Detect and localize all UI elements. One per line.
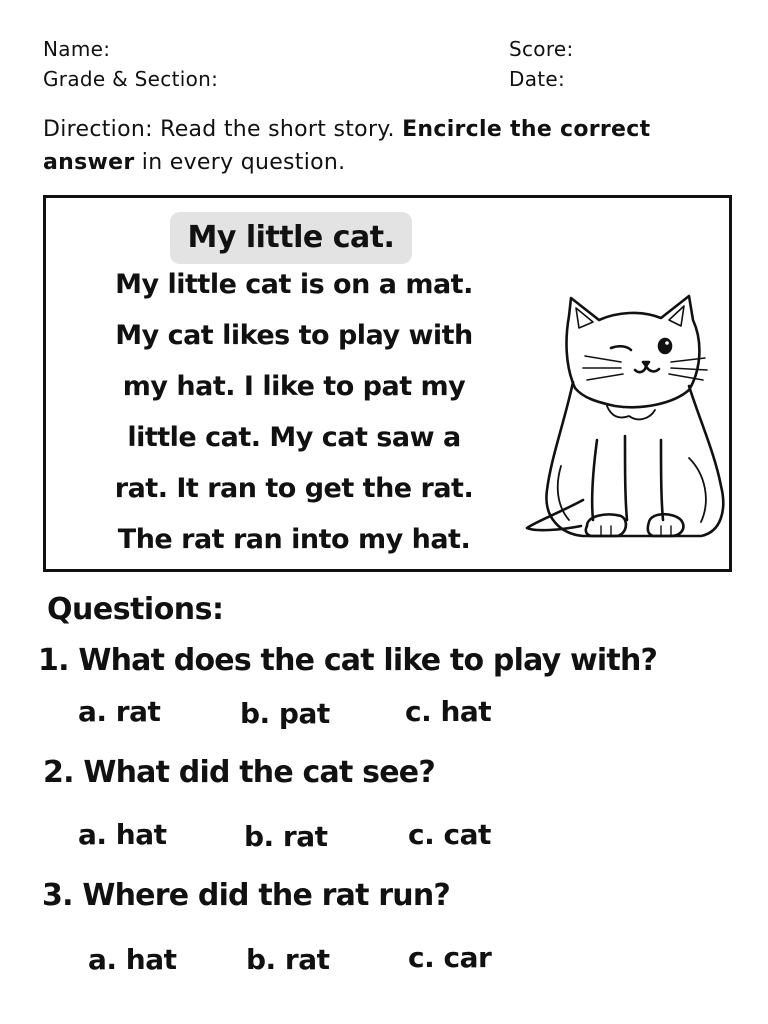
story-line: my hat. I like to pat my	[122, 371, 466, 402]
question-2-option-c[interactable]: c. cat	[408, 818, 491, 851]
question-3: 3. Where did the rat run?	[42, 878, 450, 913]
question-1-option-b[interactable]: b. pat	[240, 697, 330, 730]
question-1: 1. What does the cat like to play with?	[38, 643, 658, 678]
question-3-option-b[interactable]: b. rat	[246, 943, 330, 976]
story-line: The rat ran into my hat.	[117, 524, 471, 555]
question-2: 2. What did the cat see?	[43, 755, 435, 790]
score-label: Score:	[509, 37, 574, 61]
grade-section-label: Grade & Section:	[43, 67, 219, 91]
question-2-option-b[interactable]: b. rat	[244, 820, 328, 853]
direction-emphasis: Encircle the correct answer	[43, 117, 651, 175]
direction-prefix: Direction: Read the short story.	[43, 117, 403, 142]
questions-title: Questions:	[47, 592, 224, 627]
cat-illustration-icon	[521, 290, 727, 546]
story-line: My cat likes to play with	[115, 320, 473, 351]
question-2-option-a[interactable]: a. hat	[78, 818, 167, 851]
story-title: My little cat.	[170, 212, 412, 264]
direction-text	[43, 113, 743, 179]
date-label: Date:	[509, 67, 566, 91]
name-label: Name:	[43, 37, 111, 61]
question-3-option-a[interactable]: a. hat	[88, 943, 177, 976]
question-3-option-c[interactable]: c. car	[408, 941, 492, 974]
story-line: rat. It ran to get the rat.	[114, 473, 474, 504]
story-line: little cat. My cat saw a	[127, 422, 461, 453]
direction-suffix: in every question.	[134, 150, 346, 175]
question-1-option-c[interactable]: c. hat	[405, 695, 492, 728]
question-1-option-a[interactable]: a. rat	[78, 695, 161, 728]
story-box	[43, 195, 732, 572]
story-line: My little cat is on a mat.	[115, 269, 473, 300]
